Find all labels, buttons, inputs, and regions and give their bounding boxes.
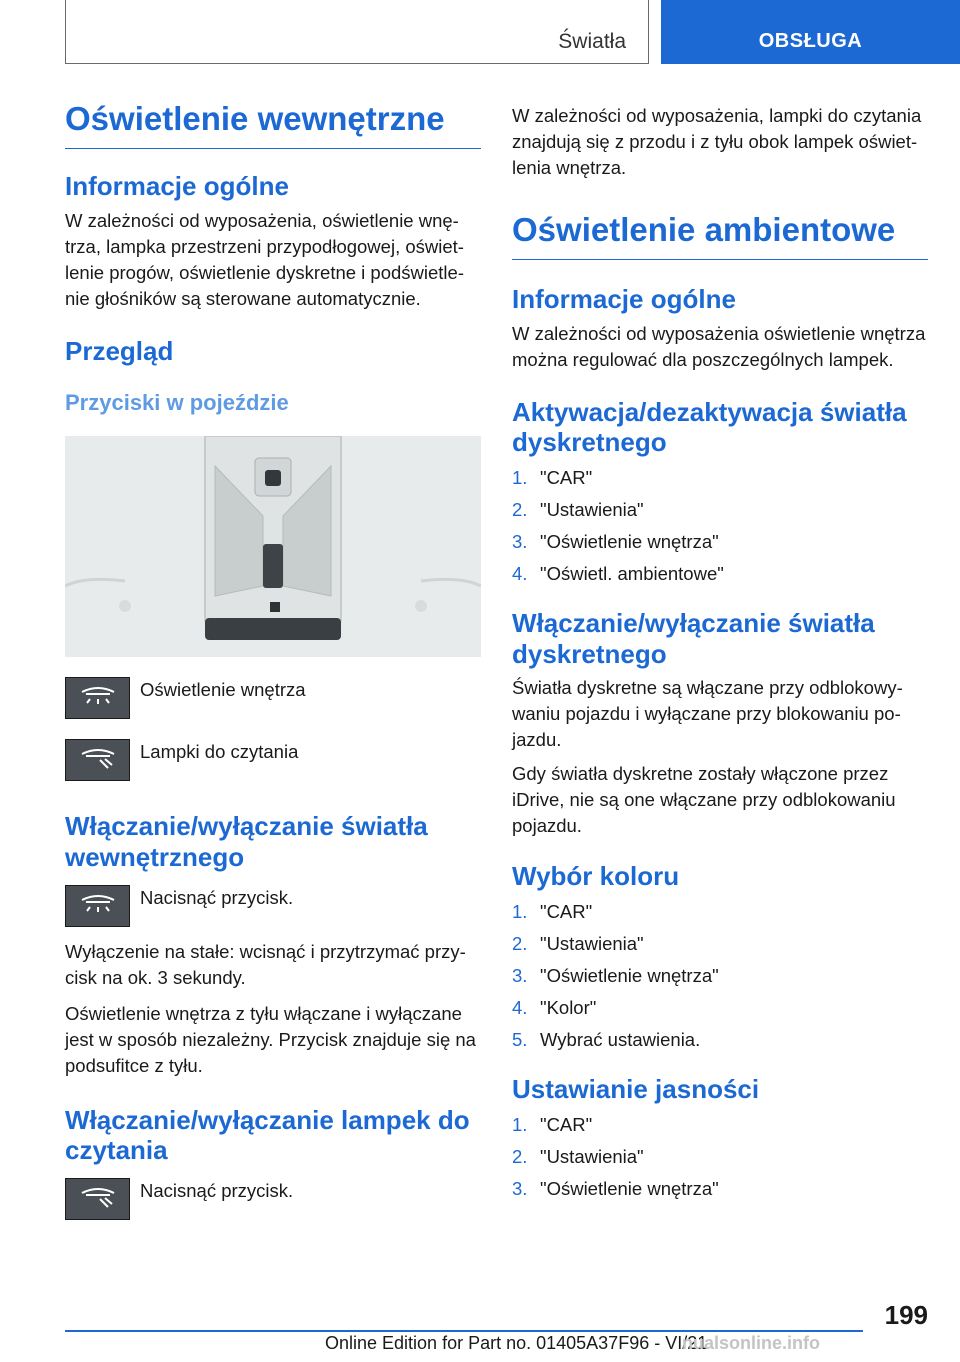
interior-light-icon	[65, 677, 130, 719]
header-section-title: Światła	[558, 30, 626, 53]
heading-reading-light-onoff: Włączanie/wyłączanie lampek do czytania	[65, 1104, 470, 1166]
reading-light-icon	[65, 1178, 130, 1220]
heading-ambient-general-info: Informacje ogólne	[512, 283, 736, 314]
list-item: 5. Wybrać ustawienia.	[512, 1028, 701, 1050]
general-info-text: W zależności od wyposażenia, oświetlenie wnętrza, lampka przestrzeni przypodłogowej, oświetlenie progów, oświetlenie dyskretne i podświetlenie głośników są sterowane automatycznie.	[65, 209, 465, 309]
list-item: 3. "Oświetlenie wnętrza"	[512, 964, 719, 986]
footer-watermark: nualsonline.info	[682, 1333, 820, 1353]
interior-light-press-text: Nacisnąć przycisk.	[140, 886, 294, 908]
list-item: 3. "Oświetlenie wnętrza"	[512, 1177, 719, 1199]
brightness-steps	[512, 1109, 928, 1205]
ambient-onoff-text-1: Światła dyskretne są włączane przy odblokowywaniu pojazdu i wyłączane przy blokowaniu pojazdu.	[512, 677, 903, 751]
right-column	[512, 103, 928, 1205]
list-item: 2. "Ustawienia"	[512, 932, 644, 954]
reading-light-press-row	[65, 1178, 481, 1220]
header-section-box	[65, 0, 649, 64]
list-item: 2. "Ustawienia"	[512, 1145, 644, 1167]
footer-edition: Online Edition for Part no. 01405A37F96 - VI/21	[325, 1333, 708, 1353]
heading-ambient-onoff: Włączanie/wyłączanie światła dyskretnego	[512, 607, 875, 669]
list-item: 1. "CAR"	[512, 466, 593, 488]
list-item: 1. "CAR"	[512, 1113, 593, 1135]
reading-light-press-text: Nacisnąć przycisk.	[140, 1179, 294, 1201]
ambient-onoff-text-2: Gdy światła dyskretne zostały włączone przez iDrive, nie są one włączane przy odblokowaniu pojazdu.	[512, 763, 896, 837]
heading-ambient-activation: Aktywacja/dezaktywacja światła dyskretnego	[512, 396, 907, 458]
title-ambient-lighting: Oświetlenie ambientowe	[512, 211, 928, 260]
list-item: 4. "Kolor"	[512, 996, 597, 1018]
heading-general-info: Informacje ogólne	[65, 170, 289, 201]
interior-light-text-2: Oświetlenie wnętrza z tyłu włączane i wyłączane jest w sposób niezależny. Przycisk znajduje się na podsufitce z tyłu.	[65, 1002, 476, 1076]
list-item: 2. "Ustawienia"	[512, 498, 644, 520]
list-item: 4. "Oświetl. ambientowe"	[512, 562, 724, 584]
page-title-interior-lighting: Oświetlenie wewnętrzne	[65, 100, 481, 149]
footer-divider	[65, 1330, 863, 1332]
page-number: 199	[884, 1300, 928, 1330]
heading-buttons-in-vehicle: Przyciski w pojeździe	[65, 390, 289, 416]
color-steps	[512, 896, 928, 1056]
ambient-general-text: W zależności od wyposażenia oświetlenie wnętrza można regulować dla poszczególnych lampek.	[512, 322, 926, 370]
heading-overview: Przegląd	[65, 335, 174, 366]
heading-brightness: Ustawianie jasności	[512, 1073, 760, 1104]
heading-interior-light-onoff: Włączanie/wyłączanie światła wewnętrznego	[65, 811, 428, 872]
legend-interior-light	[65, 677, 481, 719]
interior-light-text-1: Wyłączenie na stałe: wcisnąć i przytrzymać przycisk na ok. 3 sekundy.	[65, 940, 466, 988]
list-item: 3. "Oświetlenie wnętrza"	[512, 530, 719, 552]
overhead-console-illustration	[65, 436, 481, 657]
left-column	[65, 100, 481, 1220]
reading-light-location-text: W zależności od wyposażenia, lampki do czytania znajdują się z przodu i z tyłu obok lampek oświetlenia wnętrza.	[512, 105, 922, 178]
header-chapter-tab: OBSŁUGA	[661, 0, 960, 64]
overhead-console-photo	[65, 436, 481, 657]
legend-label-reading-light: Lampki do czytania	[140, 741, 299, 763]
interior-light-icon	[65, 885, 130, 927]
legend-reading-light	[65, 739, 481, 781]
legend-label-interior-light: Oświetlenie wnętrza	[140, 679, 306, 701]
interior-light-press-row	[65, 885, 481, 927]
heading-color-selection: Wybór koloru	[512, 861, 680, 892]
list-item: 1. "CAR"	[512, 900, 593, 922]
reading-light-icon	[65, 739, 130, 781]
activation-steps	[512, 462, 928, 590]
